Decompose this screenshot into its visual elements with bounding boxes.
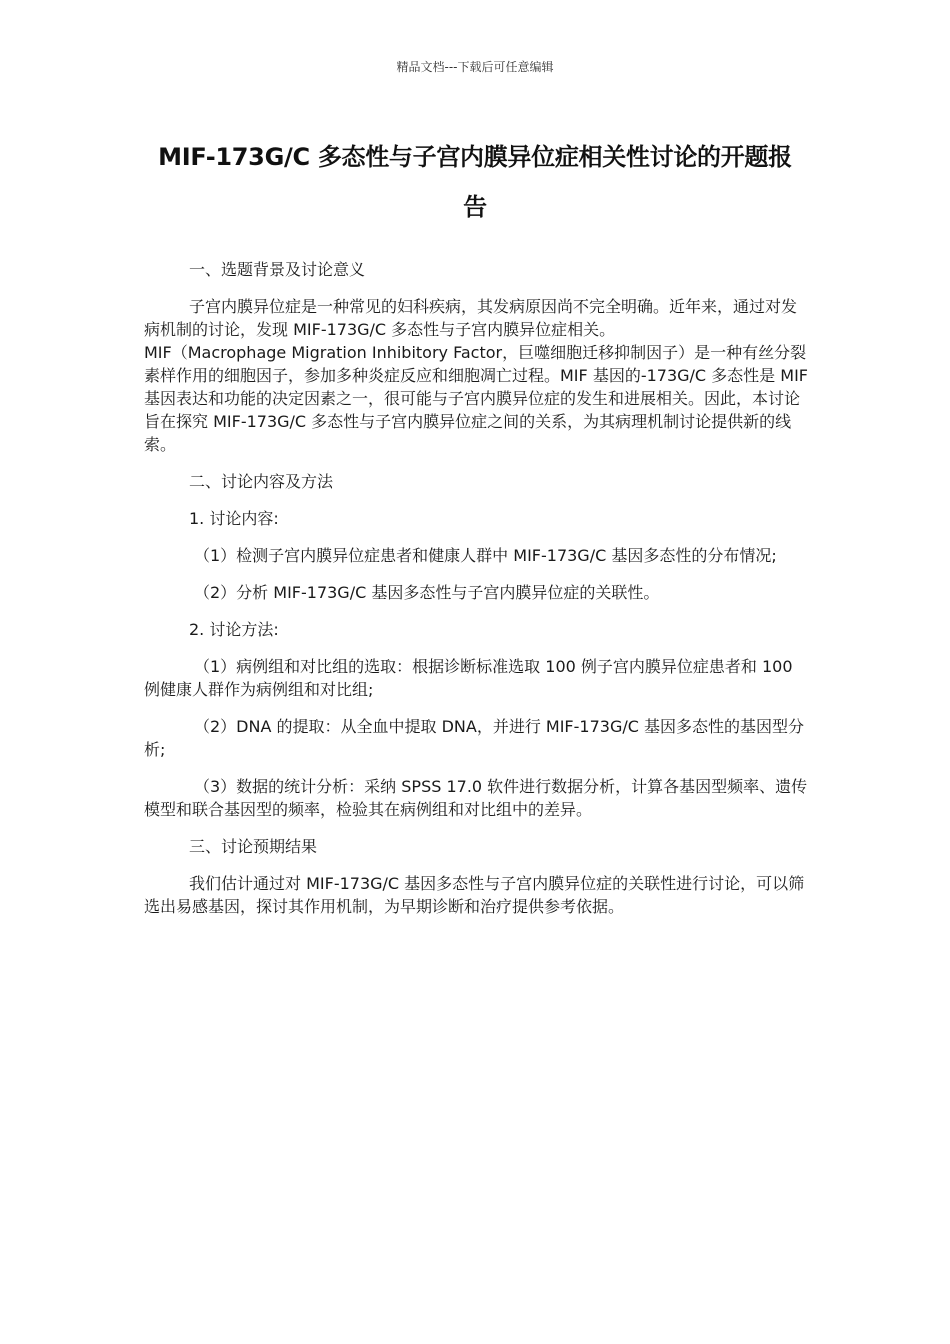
section-2-heading: 二、讨论内容及方法	[189, 472, 334, 491]
section-3-paragraph-1: 我们估计通过对 MIF-173G/C 基因多态性与子宫内膜异位症的关联性进行讨论，可以筛选出易感基因，探讨其作用机制，为早期诊断和治疗提供参考依据。	[144, 874, 805, 916]
title-line-1: MIF-173G/C 多态性与子宫内膜异位症相关性讨论的开题报	[158, 143, 792, 171]
title-line-2: 告	[463, 193, 487, 221]
section-1-heading: 一、选题背景及讨论意义	[189, 260, 366, 279]
method-item-1: （1）病例组和对比组的选取：根据诊断标准选取 100 例子宫内膜异位症患者和 100 例健康人群作为病例组和对比组;	[144, 657, 793, 699]
content-item-1: （1）检测子宫内膜异位症患者和健康人群中 MIF-173G/C 基因多态性的分布情况;	[194, 546, 777, 565]
content-item-2: （2）分析 MIF-173G/C 基因多态性与子宫内膜异位症的关联性。	[194, 583, 660, 602]
section-2-subheading-content: 1. 讨论内容:	[189, 509, 279, 528]
section-3-heading: 三、讨论预期结果	[189, 837, 318, 856]
section-1-paragraph-2: MIF（Macrophage Migration Inhibitory Factor，巨噬细胞迁移抑制因子）是一种有丝分裂素样作用的细胞因子，参加多种炎症反应和细胞凋亡过程。MIF 基因的-173G/C 多态性是 MIF 基因表达和功能的决定因素之一，很可能与子宫内膜异位症的发生和进展相关。因此，本讨论旨在探究 MIF-173G/C 多态性与子宫内膜异位症之间的关系，为其病理机制讨论提供新的线索。	[144, 343, 808, 454]
document-title	[120, 132, 830, 232]
section-2-subheading-method: 2. 讨论方法:	[189, 620, 279, 639]
section-1-paragraph-1: 子宫内膜异位症是一种常见的妇科疾病，其发病原因尚不完全明确。近年来，通过对发病机制的讨论，发现 MIF-173G/C 多态性与子宫内膜异位症相关。	[144, 297, 798, 339]
page-header: 精品文档---下载后可任意编辑	[396, 60, 554, 74]
document-body	[144, 258, 809, 918]
method-item-2: （2）DNA 的提取：从全血中提取 DNA，并进行 MIF-173G/C 基因多态性的基因型分析;	[144, 717, 804, 759]
method-item-3: （3）数据的统计分析：采纳 SPSS 17.0 软件进行数据分析，计算各基因型频率、遗传模型和联合基因型的频率，检验其在病例组和对比组中的差异。	[144, 777, 808, 819]
